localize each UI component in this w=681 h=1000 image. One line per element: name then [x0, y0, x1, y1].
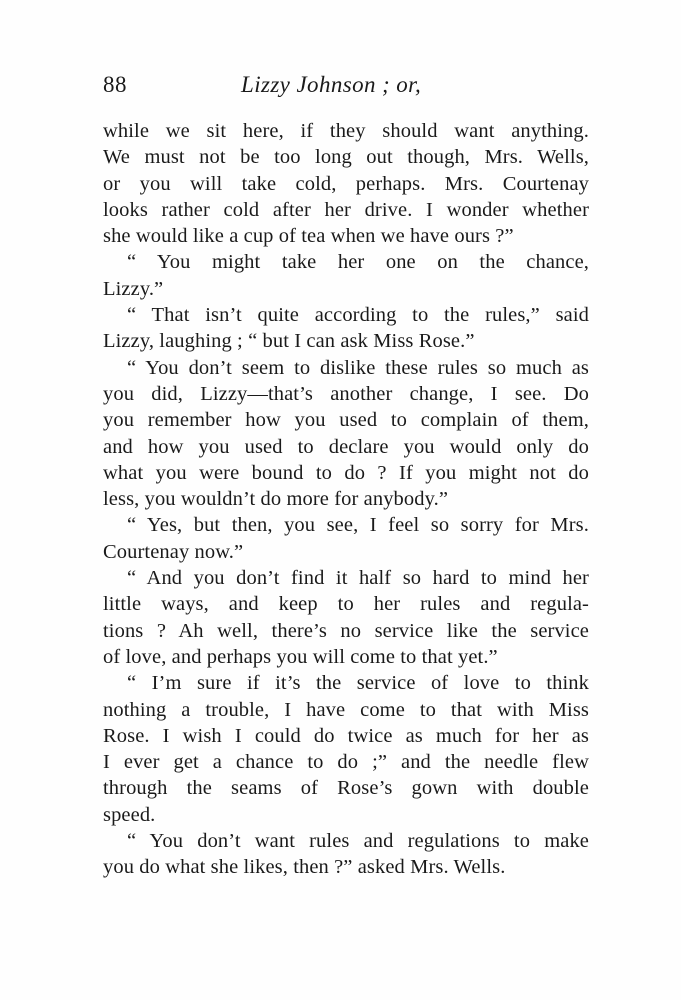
page-header	[103, 72, 593, 106]
text-line: Rose. I wish I could do twice as much for her as	[103, 724, 589, 747]
text-line: Lizzy, laughing ; “ but I can ask Miss Rose.”	[103, 330, 475, 353]
text-line: of love, and perhaps you will come to that yet.”	[103, 645, 498, 668]
text-line: “ And you don’t find it half so hard to mind her	[127, 567, 589, 590]
text-line: “ That isn’t quite according to the rules,” said	[127, 304, 589, 327]
text-line: “ I’m sure if it’s the service of love to think	[127, 672, 589, 695]
text-line: or you will take cold, perhaps. Mrs. Courtenay	[103, 172, 589, 195]
page-number: 88	[103, 72, 127, 97]
text-line: you remember how you used to complain of them,	[103, 409, 589, 432]
text-line: nothing a trouble, I have come to that with Miss	[103, 698, 589, 721]
text-line: and how you used to declare you would only do	[103, 435, 589, 458]
text-line: you do what she likes, then ?” asked Mrs. Wells.	[103, 856, 506, 879]
text-line: through the seams of Rose’s gown with double	[103, 777, 589, 800]
text-line: less, you wouldn’t do more for anybody.”	[103, 488, 449, 511]
text-line: “ You don’t seem to dislike these rules so much as	[127, 356, 589, 379]
text-line: We must not be too long out though, Mrs. Wells,	[103, 146, 589, 169]
text-line: Lizzy.”	[103, 277, 164, 300]
text-line: little ways, and keep to her rules and regula-	[103, 593, 589, 616]
text-line: what you were bound to do ? If you might not do	[103, 461, 589, 484]
text-line: “ You might take her one on the chance,	[127, 251, 589, 274]
text-line: she would like a cup of tea when we have ours ?”	[103, 225, 514, 248]
text-line: “ Yes, but then, you see, I feel so sorry for Mrs.	[127, 514, 589, 537]
text-line: speed.	[103, 803, 156, 826]
text-line: Courtenay now.”	[103, 540, 244, 563]
text-line: you did, Lizzy—that’s another change, I see. Do	[103, 382, 589, 405]
text-line: tions ? Ah well, there’s no service like the service	[103, 619, 589, 642]
text-line: I ever get a chance to do ;” and the needle flew	[103, 751, 589, 774]
text-line: looks rather cold after her drive. I wonder whether	[103, 198, 589, 221]
text-line: “ You don’t want rules and regulations to make	[127, 830, 589, 853]
text-line: while we sit here, if they should want anything.	[103, 120, 589, 142]
running-head: Lizzy Johnson ; or,	[241, 72, 422, 97]
body-text	[103, 118, 589, 881]
